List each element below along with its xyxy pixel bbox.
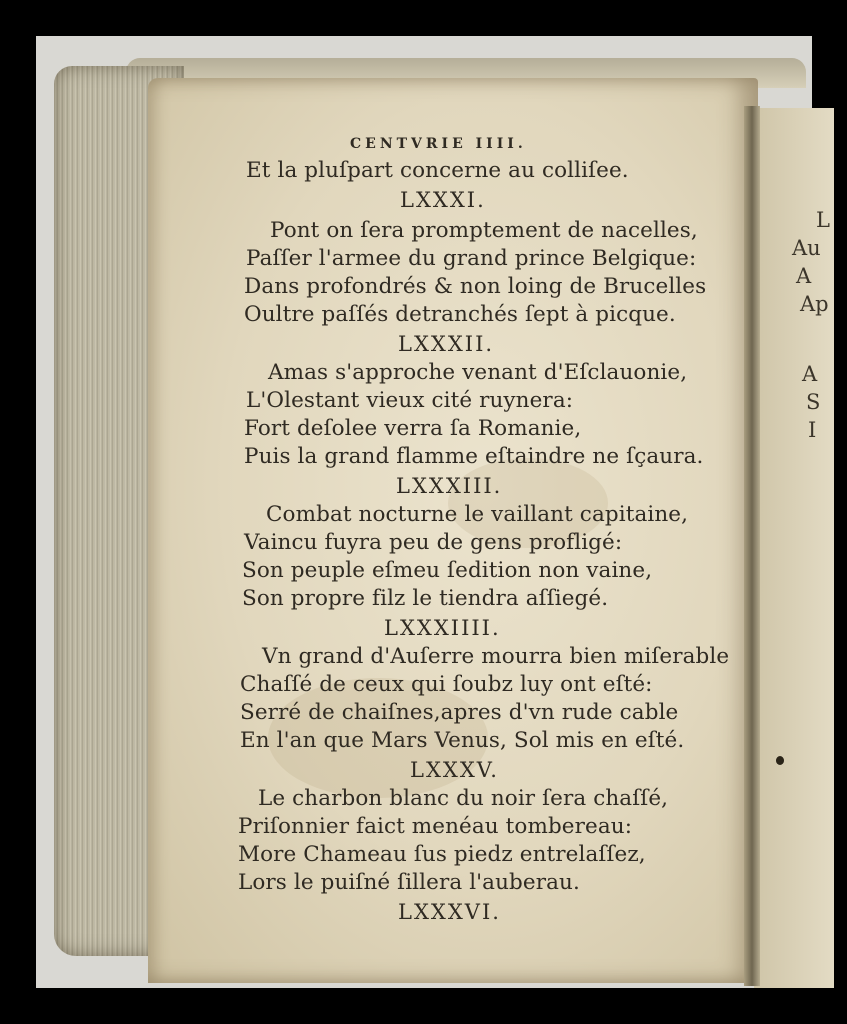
running-head: CENTVRIE IIII. xyxy=(350,136,527,152)
verse-line: Lors le puiſné ſillera l'auberau. xyxy=(238,870,580,895)
facing-page xyxy=(754,108,834,988)
verse-line: More Chameau ſus piedz entrelaſſez, xyxy=(238,842,646,867)
quatrain-number: LXXXVI. xyxy=(398,900,501,924)
verse-line: Pont on ſera promptement de nacelles, xyxy=(270,218,698,243)
verse-line: Fort deſolee verra ſa Romanie, xyxy=(244,416,582,441)
verse-line: Puis la grand flamme eſtaindre ne ſçaura. xyxy=(244,444,704,469)
facing-fragment: S xyxy=(806,390,821,414)
quatrain-number: LXXXV. xyxy=(410,758,499,782)
quatrain-number: LXXXII. xyxy=(398,332,495,356)
facing-fragment: Ap xyxy=(800,292,829,316)
facing-fragment: I xyxy=(808,418,817,442)
verse-line: Vaincu fuyra peu de gens profligé: xyxy=(244,530,623,555)
facing-fragment: Au xyxy=(792,236,821,260)
facing-fragment: A xyxy=(802,362,818,386)
book-gutter xyxy=(744,106,760,986)
verse-line: L'Olestant vieux cité ruynera: xyxy=(246,388,574,413)
verse-line: Dans profondrés & non loing de Brucelles xyxy=(244,274,707,299)
verse-line: En l'an que Mars Venus, Sol mis en eſté. xyxy=(240,728,685,753)
worm-hole xyxy=(776,756,784,765)
facing-fragment: A xyxy=(796,264,812,288)
verse-line: Chaſſé de ceux qui ſoubz luy ont eſté: xyxy=(240,672,653,697)
book-page xyxy=(148,78,758,983)
verse-line: Priſonnier faict menéau tombereau: xyxy=(238,814,633,839)
verse-line: Et la pluſpart concerne au colliſee. xyxy=(246,158,629,183)
verse-line: Combat nocturne le vaillant capitaine, xyxy=(266,502,689,527)
quatrain-number: LXXXIIII. xyxy=(384,616,501,640)
page-text xyxy=(148,78,758,983)
verse-line: Paſſer l'armee du grand prince Belgique: xyxy=(246,246,697,271)
book-photo xyxy=(36,36,830,988)
verse-line: Oultre paſſés detranchés ſept à picque. xyxy=(244,302,676,327)
verse-line: Son propre filz le tiendra aſſiegé. xyxy=(242,586,609,611)
verse-line: Le charbon blanc du noir ſera chaſſé, xyxy=(258,786,669,811)
facing-fragment: L xyxy=(816,208,830,232)
verse-line: Son peuple eſmeu ſedition non vaine, xyxy=(242,558,653,583)
verse-line: Vn grand d'Auſerre mourra bien miſerable xyxy=(262,644,730,669)
verse-line: Amas s'approche venant d'Eſclauonie, xyxy=(268,360,688,385)
quatrain-number: LXXXIII. xyxy=(396,474,503,498)
verse-line: Serré de chaiſnes,apres d'vn rude cable xyxy=(240,700,679,725)
quatrain-number: LXXXI. xyxy=(400,188,486,212)
